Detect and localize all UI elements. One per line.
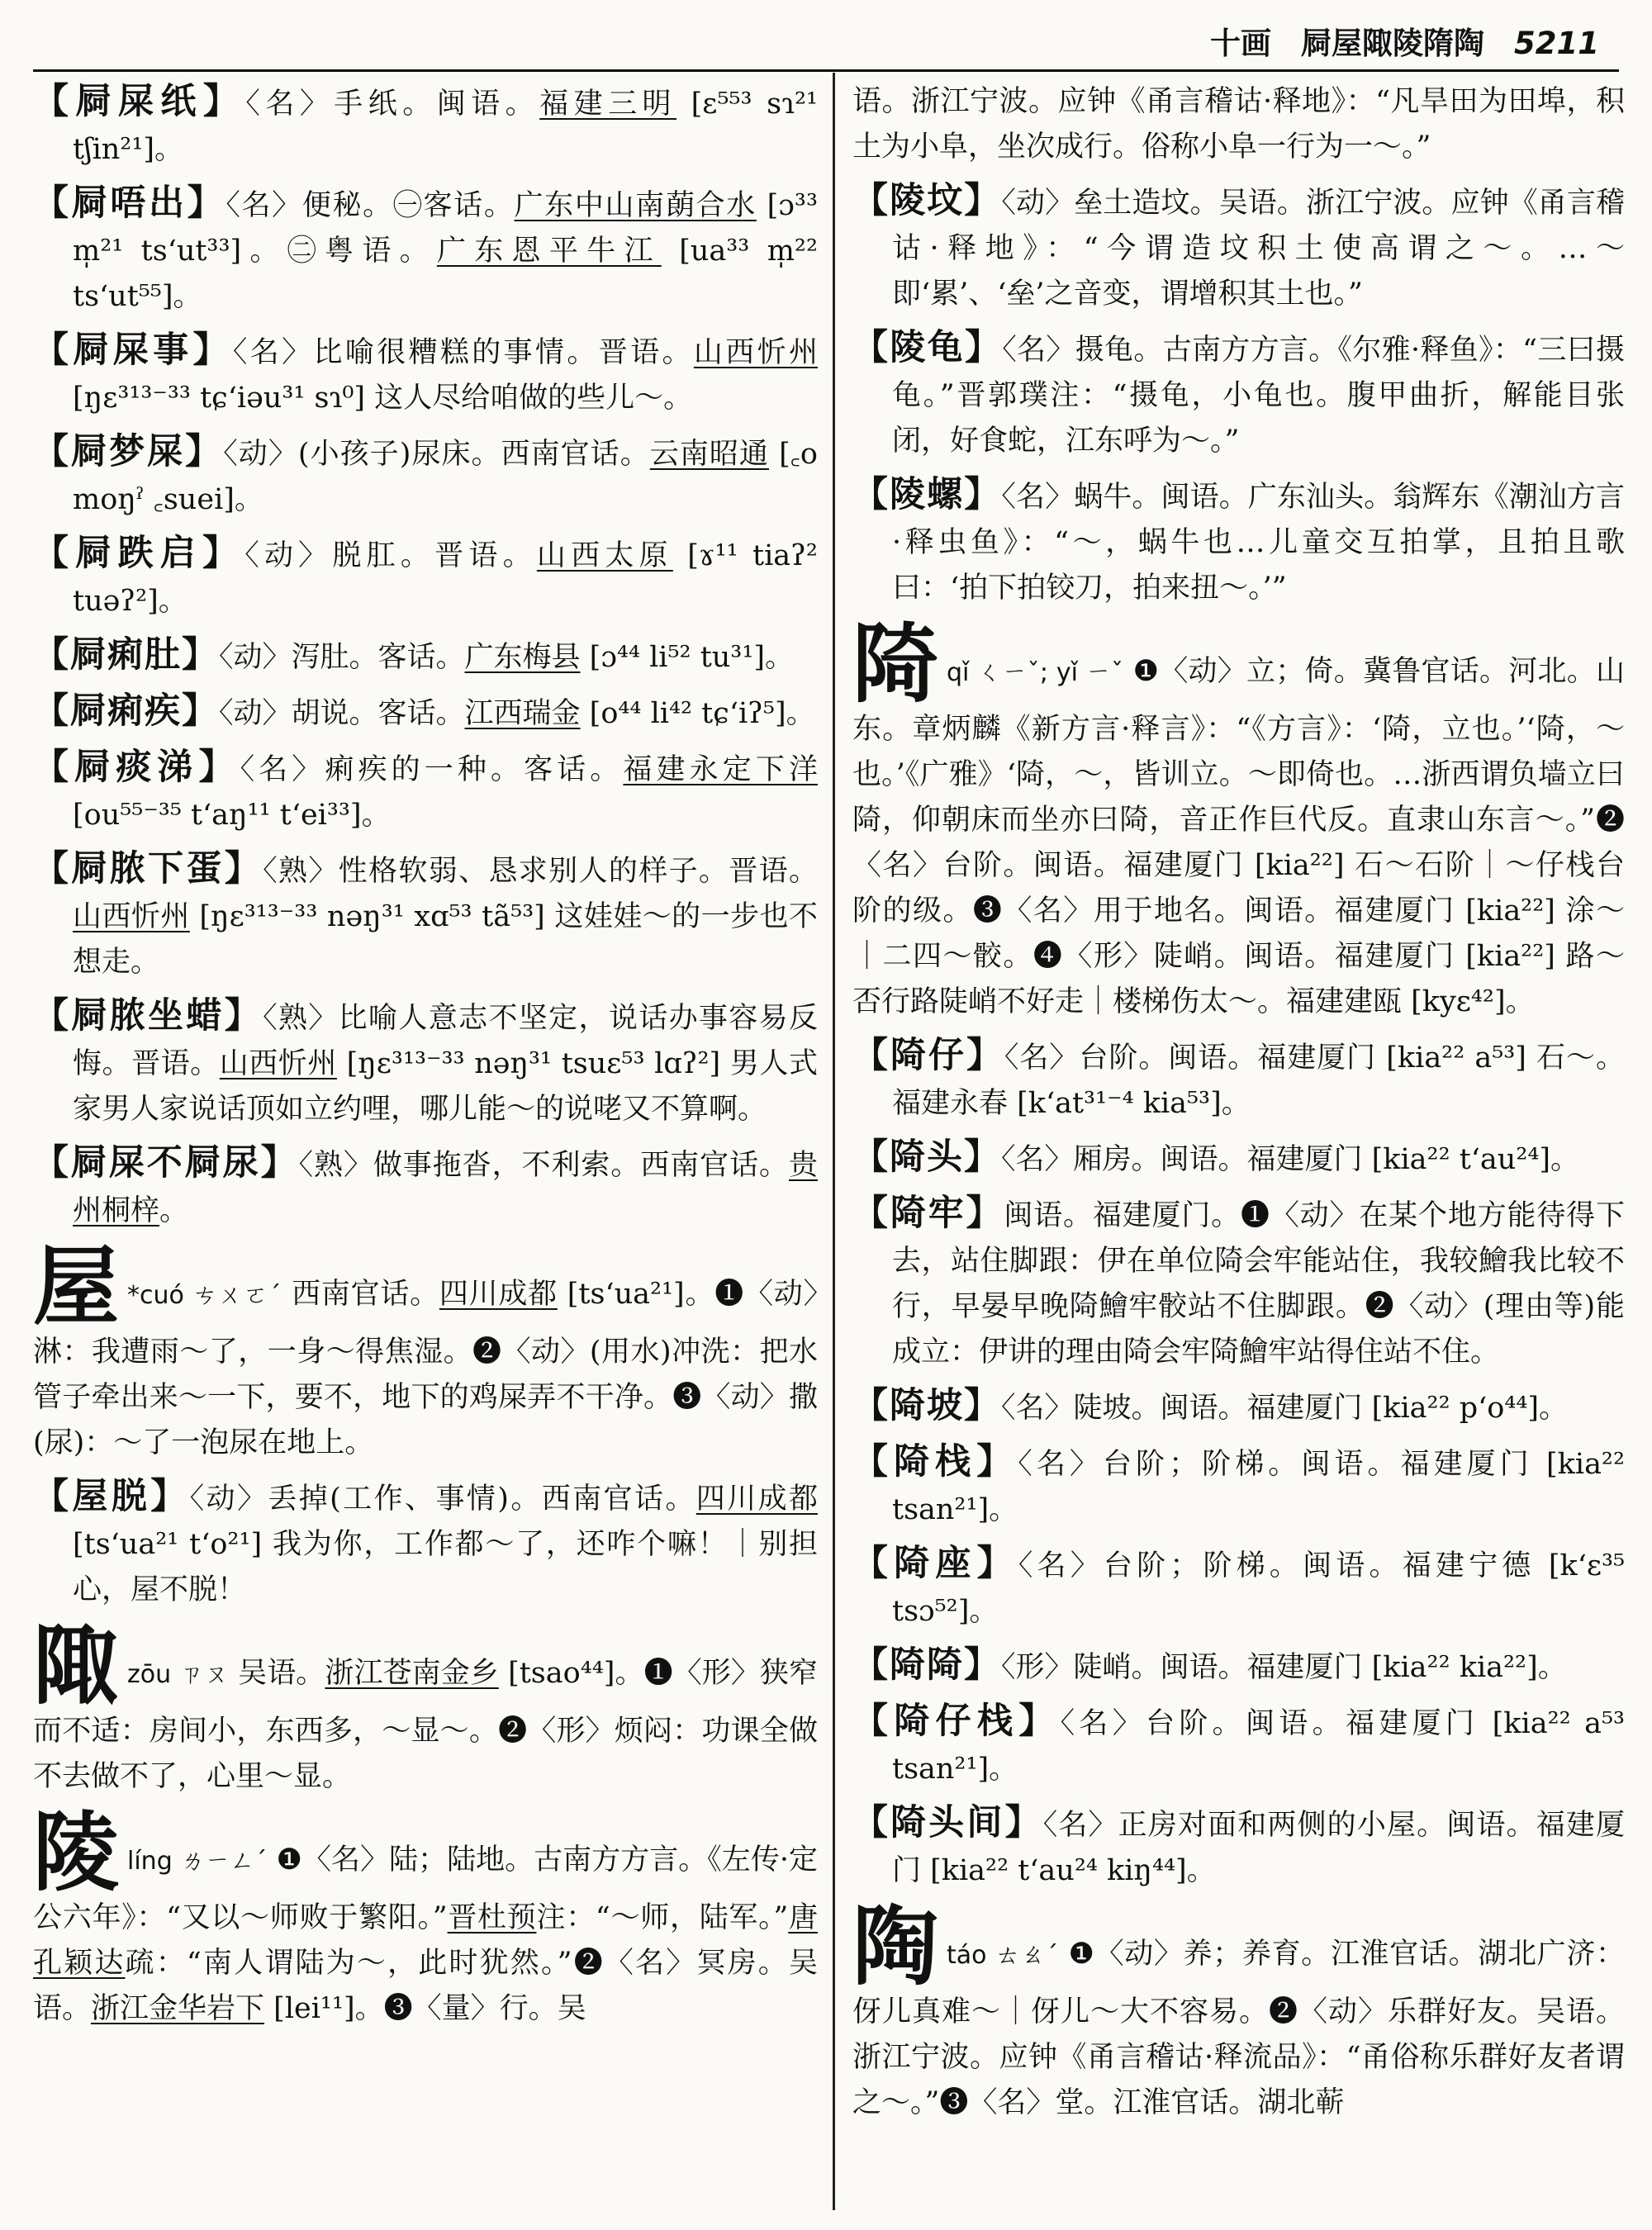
phonetic: [ɔ³³ m̩²¹ tsʻut³³]。㊁粤语。 — [73, 189, 818, 268]
left-column — [33, 79, 818, 2040]
headword: 【陭陭】 — [852, 1644, 1001, 1686]
entry — [33, 79, 818, 173]
header-chars: 屙屋陬陵隋陶 — [1301, 25, 1485, 61]
entry — [852, 1643, 1625, 1691]
place: 山西忻州 — [73, 900, 190, 933]
pinyin: qǐ ㄑㄧˇ; yǐ ㄧˇ — [947, 658, 1124, 687]
definition: ❶〈名〉陆；陆地。古南方方言。《左传·定公六年》：“又以～师败于繁阳。” — [33, 1843, 818, 1934]
headword: 【陵螺】 — [852, 474, 1002, 515]
headword: 【屙屎事】 — [33, 330, 233, 371]
entry — [852, 1699, 1625, 1792]
headword: 【陵龟】 — [852, 327, 1003, 368]
definition: [tsao⁴⁴]。❶〈形〉狭窄而不适：房间小，东西多，～显～。❷〈形〉烦闷：功课全做不去做不了，心里～显。 — [33, 1657, 818, 1793]
definition: 〈名〉台阶。闽语。福建厦门 [kia²² a⁵³] 石～。福建永春 [kʻat³¹⁻⁴ kia⁵³]。 — [892, 1041, 1625, 1120]
headword: 【陭座】 — [852, 1543, 1018, 1584]
right-column — [852, 79, 1625, 2134]
entry — [33, 633, 818, 681]
definition-end: 。 — [159, 1194, 189, 1227]
place: 云南昭通 — [649, 438, 769, 471]
phonetic: [ɤ¹¹ tiaʔ² tuəʔ²]。 — [73, 539, 818, 618]
char-entry-qi — [852, 613, 1625, 1025]
definition: 〈名〉台阶；阶梯。闽语。福建宁德 [kʻɛ³⁵ tsɔ⁵²]。 — [892, 1549, 1626, 1628]
phonetic: [o⁴⁴ li⁴² tɕʻiʔ⁵]。 — [589, 697, 815, 730]
definition: 〈熟〉做事拖沓，不利索。西南官话。 — [298, 1149, 789, 1182]
entry — [33, 1474, 818, 1613]
entry — [33, 328, 818, 421]
entry — [852, 1135, 1625, 1183]
headword: 【屙痢疾】 — [33, 690, 219, 732]
pinyin: zōu ㄗㄡ — [127, 1660, 229, 1689]
headword: 【屙脓坐蜡】 — [33, 995, 263, 1037]
page-number: 5211 — [1514, 26, 1599, 61]
definition: 〈名〉比喻很糟糕的事情。晋语。 — [232, 336, 694, 369]
char-entry-ling — [33, 1801, 818, 2032]
definition: [tsʻua²¹ tʻo²¹] 我为你，工作都～了，还咋个嘛！｜别担心，屋不脱！ — [73, 1528, 818, 1606]
entry — [852, 1191, 1625, 1375]
definition: 〈动〉垒土造坟。吴语。浙江宁波。应钟《甬言稽诂·释地》：“今谓造坟积土使高谓之～。…～即‘累’、‘垒’之音变，谓增积其土也。” — [892, 187, 1625, 311]
headword: 【陵坟】 — [852, 180, 1002, 221]
definition: 〈名〉台阶；阶梯。闽语。福建厦门 [kia²² tsan²¹]。 — [892, 1448, 1625, 1526]
entry — [852, 325, 1625, 464]
definition: 吴语。 — [228, 1657, 325, 1690]
header-section: 十画 — [1210, 25, 1272, 61]
source: 唐孔颖达 — [33, 1901, 818, 1980]
entry — [852, 1440, 1625, 1533]
headword: 【屙唔出】 — [33, 183, 226, 224]
definition: 〈动〉丢掉(工作、事情)。西南官话。 — [189, 1483, 696, 1516]
definition: 〈熟〉比喻人意志不坚定，说话办事容易反悔。晋语。 — [73, 1002, 818, 1080]
big-headword: 陭 — [852, 613, 939, 714]
place: 浙江金华岩下 — [91, 1992, 265, 2025]
place: 山西太原 — [536, 539, 673, 572]
headword: 【陭牢】 — [852, 1193, 1004, 1234]
big-headword: 陬 — [33, 1615, 120, 1716]
entry — [33, 429, 818, 523]
entry — [852, 1383, 1625, 1431]
place: 广东梅县 — [464, 641, 581, 674]
header-rule — [33, 69, 1619, 72]
place: 四川成都 — [695, 1483, 819, 1516]
place: 浙江苍南金乡 — [325, 1657, 499, 1690]
place: 福建永定下洋 — [623, 753, 818, 786]
phonetic: [ŋɛ³¹³⁻³³ tɕʻiəu³¹ sɿ⁰] 这人尽给咱做的些儿～。 — [73, 382, 693, 415]
entry — [852, 472, 1625, 611]
definition: 〈动〉胡说。客话。 — [219, 697, 465, 730]
char-entry-zou — [33, 1615, 818, 1800]
definition: 闽语。福建厦门。❶〈动〉在某个地方能待得下去，站住脚跟：伊在单位陭会牢能站住，我较鱠我比较不行，早晏早晚陭鱠牢骹站不住脚跟。❷〈动〉(理由等)能成立：伊讲的理由陭会牢陭鱠牢站得住站不住。 — [892, 1199, 1625, 1369]
definition: 〈熟〉性格软弱、恳求别人的样子。晋语。 — [263, 855, 818, 888]
place: 四川成都 — [439, 1278, 558, 1311]
phonetic: [ua³³ m̩²² tsʻut⁵⁵]。 — [73, 235, 818, 313]
headword: 【屙脓下蛋】 — [33, 848, 263, 890]
definition: 疏：“南人谓陆为～，此时犹然。”❷〈名〉冥房。吴语。 — [33, 1947, 818, 2025]
entry — [33, 689, 818, 737]
pinyin: *cuó ㄘㄨㄛˊ — [127, 1281, 282, 1310]
source: 晋杜预 — [447, 1901, 537, 1934]
definition: 〈名〉蜗牛。闽语。广东汕头。翁辉东《潮汕方言·释虫鱼》：“～，蜗牛也…儿童交互拍掌，且拍且歌曰：‘拍下拍铰刀，拍来扭～。’” — [892, 481, 1625, 605]
definition: 〈名〉台阶。闽语。福建厦门 [kia²² a⁵³ tsan²¹]。 — [892, 1707, 1626, 1786]
big-headword: 屋 — [33, 1236, 120, 1337]
big-headword: 陶 — [852, 1896, 939, 1997]
column-divider — [833, 73, 835, 2210]
headword: 【屙痢肚】 — [33, 634, 219, 676]
phonetic: [ɛ⁵⁵³ sɿ²¹ tʃin²¹]。 — [73, 88, 818, 166]
entry — [852, 1033, 1625, 1127]
definition: ❶〈动〉养；养育。江淮官话。湖北广济：伢儿真难～｜伢儿～大不容易。❷〈动〉乐群好友。吴语。浙江宁波。应钟《甬言稽诂·释流品》：“甬俗称乐群好友者谓之～。”❸〈名〉堂。江淮官话。湖北蕲 — [852, 1938, 1625, 2119]
definition: 〈名〉手纸。闽语。 — [245, 88, 540, 121]
headword: 【陭头】 — [852, 1136, 1001, 1178]
continued-text: 语。浙江宁波。应钟《甬言稽诂·释地》：“凡旱田为田埠，积土为小阜，坐次成行。俗称小阜一行为一～。” — [852, 85, 1625, 164]
definition: 〈动〉泻肚。客话。 — [219, 641, 465, 674]
headword: 【屙梦屎】 — [33, 431, 224, 472]
headword: 【屙跌启】 — [33, 533, 245, 574]
place: 山西忻州 — [219, 1047, 337, 1080]
headword: 【陭头间】 — [852, 1802, 1043, 1843]
phonetic: [꜀o moŋˀ ꜀suei]。 — [73, 438, 818, 516]
place: 福建三明 — [539, 88, 677, 121]
definition: 〈动〉脱肛。晋语。 — [244, 539, 537, 572]
headword: 【陭坡】 — [852, 1385, 1001, 1426]
definition: ❶〈动〉立；倚。冀鲁官话。河北。山东。章炳麟《新方言·释言》：“《方言》：‘陭，立也。’‘陭，～也。’《广雅》‘陭，～，皆训立。～即倚也。…浙西谓负墙立曰陭，仰朝床而坐亦曰陭，音正作巨代反。直隶山东言～。”❷〈名〉台阶。闽语。福建厦门 [kia²²] 石～石阶｜～仔栈台阶的级。❸〈名〉用于地名。闽语。福建厦门 [kia²²] 涂～｜二四～骹。❹〈形〉陡峭。闽语。福建厦门 [kia²²] 路～否行路陡峭不好走｜楼梯伤太～。福建建瓯 [kyɛ⁴²]。 — [852, 655, 1625, 1018]
entry — [33, 531, 818, 624]
place: 贵州桐梓 — [73, 1149, 818, 1227]
headword: 【陭仔栈】 — [852, 1701, 1061, 1742]
headword: 【陭栈】 — [852, 1441, 1018, 1483]
definition: 〈名〉厢房。闽语。福建厦门 [kia²² tʻau²⁴]。 — [1001, 1143, 1580, 1176]
definition: [tsʻua²¹]。❶〈动〉淋：我遭雨～了，一身～得焦湿。❷〈动〉(用水)冲洗：把水管子牵出来～一下，要不，地下的鸡屎弄不干净。❸〈动〉撒(尿)：～了一泡尿在地上。 — [33, 1278, 818, 1459]
phonetic: [ŋɛ³¹³⁻³³ nəŋ³¹ tsuɛ⁵³ lɑʔ²] 男人式家男人家说话顶如立约哩，哪儿能～的说咾又不算啊。 — [73, 1047, 818, 1126]
char-entry-cuo — [33, 1236, 818, 1466]
place: 广东恩平牛江 — [436, 235, 662, 268]
place: 广东中山南蓢合水 — [514, 189, 757, 222]
definition: 注：“～师，陆军。” — [536, 1901, 789, 1934]
place: 山西忻州 — [693, 336, 818, 369]
definition: [lei¹¹]。❸〈量〉行。吴 — [273, 1992, 586, 2025]
definition: 〈形〉陡峭。闽语。福建厦门 [kia²² kia²²]。 — [1001, 1651, 1567, 1684]
definition: 〈名〉陡坡。闽语。福建厦门 [kia²² pʻo⁴⁴]。 — [1001, 1392, 1569, 1425]
definition: 〈名〉摄龟。古南方方言。《尔雅·释鱼》：“三曰摄龟。”晋郭璞注：“摄龟，小龟也。腹甲曲折，解能目张闭，好食蛇，江东呼为～。” — [892, 334, 1626, 458]
definition: 〈名〉正房对面和两侧的小屋。闽语。福建厦门 [kia²² tʻau²⁴ kiŋ⁴⁴]。 — [892, 1809, 1625, 1887]
entry — [852, 1801, 1625, 1894]
definition: 〈名〉便秘。㊀客话。 — [225, 189, 515, 222]
pinyin: líng ㄌㄧㄥˊ — [127, 1847, 268, 1876]
pinyin: táo ㄊㄠˊ — [947, 1941, 1059, 1970]
definition: 西南官话。 — [282, 1278, 439, 1311]
headword: 【屙屎不屙尿】 — [33, 1142, 299, 1184]
entry — [33, 847, 818, 985]
phonetic: [ɔ⁴⁴ li⁵² tu³¹]。 — [589, 641, 795, 674]
char-entry-tao — [852, 1896, 1625, 2126]
phonetic: [ou⁵⁵⁻³⁵ tʻaŋ¹¹ tʻei³³]。 — [73, 799, 391, 832]
entry — [33, 181, 818, 320]
headword: 【陭仔】 — [852, 1035, 1004, 1076]
headword: 【屙屎纸】 — [33, 81, 246, 122]
entry — [33, 994, 818, 1132]
entry — [852, 1541, 1625, 1635]
phonetic: [ŋɛ³¹³⁻³³ nəŋ³¹ xɑ⁵³ tã⁵³] 这娃娃～的一步也不想走。 — [73, 900, 818, 979]
entry — [852, 178, 1625, 317]
place: 江西瑞金 — [464, 697, 581, 730]
headword: 【屋脱】 — [33, 1476, 190, 1517]
headword: 【屙痰涕】 — [33, 747, 240, 788]
definition: 〈名〉痢疾的一种。客话。 — [240, 753, 624, 786]
entry — [33, 1141, 818, 1234]
big-headword: 陵 — [33, 1801, 120, 1903]
definition: 〈动〉(小孩子)尿床。西南官话。 — [223, 438, 650, 471]
page-header — [1210, 18, 1599, 63]
entry — [33, 745, 818, 838]
